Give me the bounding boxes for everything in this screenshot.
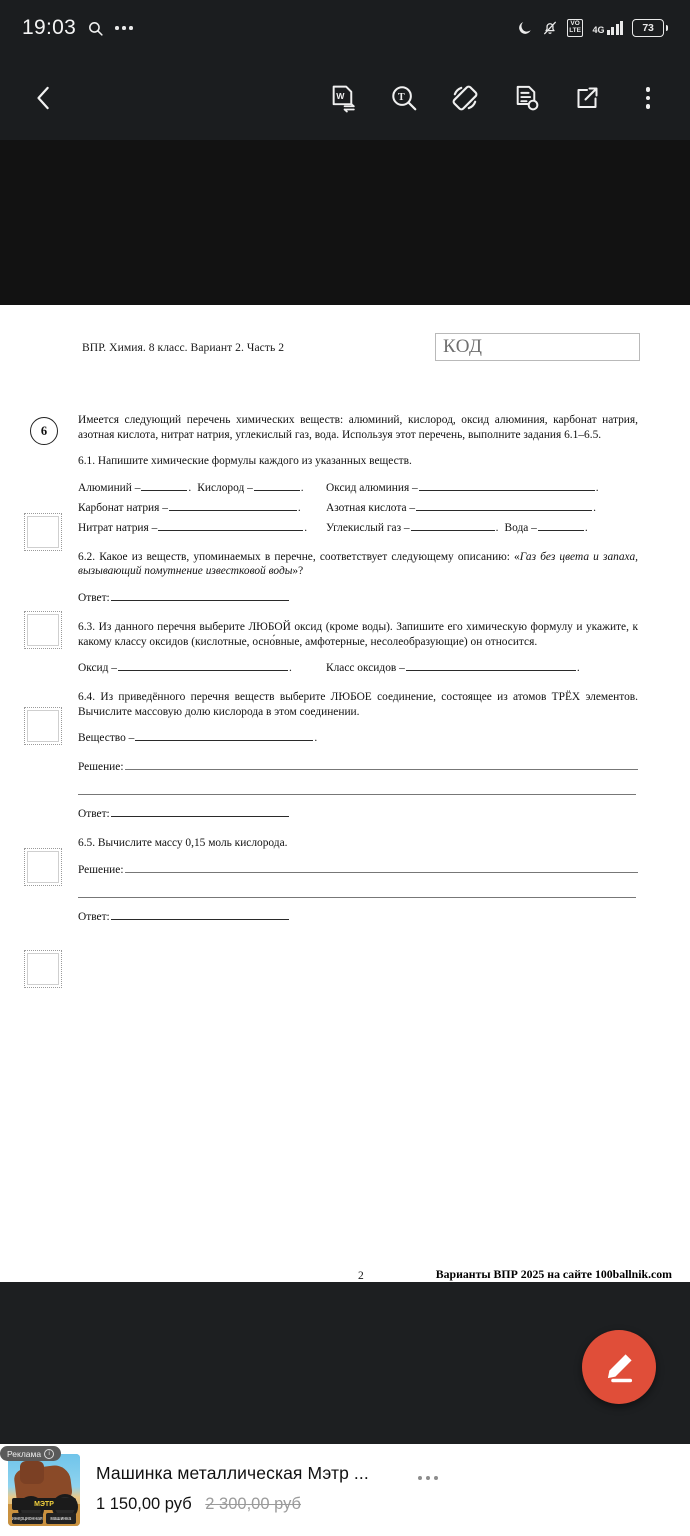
answer-blank[interactable] bbox=[141, 478, 187, 491]
field-label: Оксид алюминия – bbox=[326, 481, 418, 494]
field-label-oxygen: Кислород – bbox=[197, 481, 253, 494]
info-icon[interactable]: i bbox=[44, 1449, 54, 1459]
field-tail: . bbox=[595, 481, 599, 494]
field-tail: . bbox=[304, 521, 308, 534]
task-6-4-prompt: 6.4. Из приведённого перечня веществ выберите ЛЮБОЕ соединение, состоящее из атомов ТРЁХ элементов. Вычислите массовую долю кислорода в этом соединении. bbox=[78, 691, 638, 718]
rotate-screen-icon[interactable] bbox=[445, 78, 485, 118]
svg-text:W: W bbox=[335, 90, 344, 101]
document-page[interactable] bbox=[0, 305, 690, 1282]
app-toolbar bbox=[0, 56, 690, 140]
spacer bbox=[78, 649, 638, 658]
back-button[interactable] bbox=[18, 72, 70, 124]
grader-box-6-2[interactable] bbox=[24, 611, 62, 649]
field-tail: . bbox=[314, 732, 318, 745]
spacer bbox=[78, 579, 638, 588]
field-oxide-class bbox=[326, 658, 638, 678]
viewer-background-top bbox=[0, 140, 690, 305]
answer-blank[interactable] bbox=[416, 498, 592, 511]
spacer bbox=[78, 442, 638, 454]
grader-box-6-1[interactable] bbox=[24, 513, 62, 551]
open-external-icon[interactable] bbox=[567, 78, 607, 118]
task-6-2-answer-row bbox=[78, 588, 638, 608]
field-label: Оксид – bbox=[78, 662, 117, 675]
field-nitric-acid bbox=[326, 498, 638, 518]
svg-text:T: T bbox=[397, 92, 405, 104]
task-6-2-prompt bbox=[78, 550, 638, 579]
answer-blank[interactable] bbox=[254, 478, 300, 491]
grader-box-6-4[interactable] bbox=[24, 848, 62, 886]
ad-menu-icon[interactable] bbox=[418, 1476, 438, 1480]
field-label-water: Вода – bbox=[504, 521, 537, 534]
spacer bbox=[78, 748, 638, 757]
task-6-1-row-1 bbox=[78, 478, 638, 498]
answer-blank[interactable] bbox=[111, 804, 289, 817]
ad-art-caption-1: инерционная bbox=[12, 1513, 43, 1524]
grader-box-inner bbox=[27, 710, 59, 742]
field-oxide bbox=[78, 658, 326, 678]
field-label: Нитрат натрия – bbox=[78, 521, 158, 534]
task-6-5-answer-row bbox=[78, 907, 638, 927]
mute-bell-icon bbox=[542, 20, 558, 36]
field-tail: . bbox=[297, 501, 301, 514]
task-intro: Имеется следующий перечень химических веществ: алюминий, кислород, оксид алюминия, карбонат натрия, азотная кислота, нитрат натрия, углекислый газ, вода. Используя этот перечень, выполните задания 6.1–6.5. bbox=[78, 414, 638, 441]
edit-pencil-icon bbox=[601, 1349, 637, 1385]
battery-percent: 73 bbox=[642, 22, 654, 34]
status-bar-right bbox=[517, 19, 668, 37]
battery-icon bbox=[632, 19, 668, 37]
grader-box-inner bbox=[27, 851, 59, 883]
task-6-3-prompt: 6.3. Из данного перечня выберите ЛЮБОЙ оксид (кроме воды). Запишите его химическую формулу и укажите, к какому классу оксидов (кислотные, осно́вные, амфотерные, несолеобразующие) он относится. bbox=[78, 620, 638, 648]
ad-thumbnail[interactable] bbox=[8, 1454, 80, 1526]
code-box[interactable] bbox=[435, 333, 640, 361]
grader-box-6-5[interactable] bbox=[24, 950, 62, 988]
field-sodium-nitrate bbox=[78, 518, 326, 538]
search-icon[interactable] bbox=[87, 20, 104, 37]
spacer bbox=[78, 851, 638, 860]
spacer bbox=[78, 898, 638, 907]
task-6-1-row-2 bbox=[78, 498, 638, 518]
field-tail: . bbox=[188, 481, 192, 494]
ad-price-row bbox=[96, 1495, 301, 1514]
volte-line-1: VO bbox=[570, 20, 580, 28]
status-bar-left bbox=[22, 16, 133, 40]
field-label: Класс оксидов – bbox=[326, 662, 405, 675]
battery-cap bbox=[666, 25, 669, 31]
solution-label: Решение: bbox=[78, 863, 124, 876]
field-sodium-carbonate bbox=[78, 498, 326, 518]
task-6-4-substance-row bbox=[78, 728, 638, 748]
ad-price-old: 2 300,00 руб bbox=[205, 1495, 301, 1513]
ad-price-current: 1 150,00 руб bbox=[96, 1495, 192, 1513]
answer-blank[interactable] bbox=[411, 518, 495, 531]
toolbar-actions bbox=[323, 78, 672, 118]
answer-blank[interactable] bbox=[406, 658, 576, 671]
more-horizontal-icon[interactable] bbox=[115, 26, 133, 30]
document-header bbox=[0, 335, 690, 369]
footer-source: Варианты ВПР 2025 на сайте 100ballnik.com bbox=[435, 1267, 672, 1281]
field-tail: . bbox=[576, 662, 580, 675]
field-label: Алюминий – bbox=[78, 481, 141, 494]
answer-blank[interactable] bbox=[169, 498, 297, 511]
answer-blank[interactable] bbox=[118, 658, 288, 671]
page-title: ВПР. Химия. 8 класс. Вариант 2. Часть 2 bbox=[82, 341, 285, 354]
spacer bbox=[78, 678, 638, 690]
substance-label: Вещество – bbox=[78, 732, 135, 745]
answer-blank[interactable] bbox=[158, 518, 303, 531]
code-box-label: КОД bbox=[443, 336, 483, 357]
answer-blank[interactable] bbox=[538, 518, 584, 531]
status-bar-clock: 19:03 bbox=[22, 16, 77, 39]
spacer bbox=[78, 538, 638, 550]
solution-blank[interactable] bbox=[125, 860, 638, 873]
ad-label-badge[interactable] bbox=[0, 1446, 61, 1461]
field-label: Карбонат натрия – bbox=[78, 501, 168, 514]
signal-4g-icon bbox=[592, 21, 623, 35]
volte-icon bbox=[567, 19, 584, 37]
task-6-3-row bbox=[78, 658, 638, 678]
ad-label-text: Реклама bbox=[7, 1448, 42, 1459]
field-tail: . bbox=[300, 481, 304, 494]
solution-label: Решение: bbox=[78, 761, 124, 774]
grader-box-inner bbox=[27, 516, 59, 548]
field-tail: . bbox=[593, 501, 596, 514]
spacer bbox=[78, 795, 638, 804]
page-number: 2 bbox=[358, 1270, 364, 1282]
spacer bbox=[78, 469, 638, 478]
grader-box-inner bbox=[27, 953, 59, 985]
task-body bbox=[78, 413, 638, 927]
field-tail: . bbox=[288, 662, 292, 675]
ad-art-captions bbox=[12, 1513, 76, 1524]
field-tail: . bbox=[495, 521, 499, 534]
ad-art-caption-2: машинка bbox=[46, 1513, 76, 1524]
task-number-badge: 6 bbox=[30, 417, 58, 445]
signal-bars bbox=[607, 21, 624, 35]
spacer bbox=[78, 824, 638, 836]
text-search-icon[interactable] bbox=[384, 78, 424, 118]
task-6-2-prompt-a: 6.2. Какое из веществ, упоминаемых в перечне, соответствует следующему описанию: « bbox=[78, 550, 520, 563]
document-settings-icon[interactable] bbox=[506, 78, 546, 118]
spacer bbox=[78, 719, 638, 728]
task-6-1-row-3 bbox=[78, 518, 638, 538]
ad-banner[interactable] bbox=[0, 1444, 690, 1536]
grader-box-inner bbox=[27, 614, 59, 646]
overflow-menu-icon[interactable] bbox=[628, 78, 668, 118]
ad-art-car-cab bbox=[20, 1461, 44, 1484]
volte-line-2: LTE bbox=[569, 27, 581, 35]
solution-blank[interactable] bbox=[125, 757, 638, 770]
ad-title[interactable]: Машинка металлическая Мэтр ... bbox=[96, 1463, 369, 1483]
task-6-2-prompt-italic: Газ без цвета и запаха, вызывающий помутнение известковой воды bbox=[78, 550, 638, 578]
answer-blank[interactable] bbox=[111, 907, 289, 920]
do-not-disturb-moon-icon bbox=[517, 20, 533, 36]
answer-blank[interactable] bbox=[135, 728, 313, 741]
overflow-dots bbox=[646, 87, 651, 109]
task-6-5-solution-row bbox=[78, 860, 638, 880]
field-label: Азотная кислота – bbox=[326, 501, 416, 514]
answer-label: Ответ: bbox=[78, 808, 110, 821]
status-bar bbox=[0, 0, 690, 56]
answer-label: Ответ: bbox=[78, 591, 110, 604]
network-label: 4G bbox=[592, 25, 605, 35]
answer-blank[interactable] bbox=[111, 588, 289, 601]
battery-body bbox=[632, 19, 664, 37]
ad-art-brand: МЭТР bbox=[12, 1498, 76, 1510]
field-aluminium bbox=[78, 478, 326, 498]
task-6-1-prompt: 6.1. Напишите химические формулы каждого из указанных веществ. bbox=[78, 455, 412, 468]
field-aluminium-oxide bbox=[326, 478, 638, 498]
edit-fab-button[interactable] bbox=[582, 1330, 656, 1404]
task-6-5-prompt: 6.5. Вычислите массу 0,15 моль кислорода. bbox=[78, 837, 288, 850]
grader-box-6-3[interactable] bbox=[24, 707, 62, 745]
convert-to-word-icon[interactable] bbox=[323, 78, 363, 118]
field-tail: . bbox=[584, 521, 588, 534]
answer-blank[interactable] bbox=[419, 478, 595, 491]
task-6-4-answer-row bbox=[78, 804, 638, 824]
task-6-4-solution-row bbox=[78, 757, 638, 777]
field-label: Углекислый газ – bbox=[326, 521, 410, 534]
spacer bbox=[78, 608, 638, 620]
task-6-2-prompt-b: »? bbox=[292, 565, 304, 578]
field-carbon-dioxide bbox=[326, 518, 638, 538]
answer-label: Ответ: bbox=[78, 910, 110, 923]
